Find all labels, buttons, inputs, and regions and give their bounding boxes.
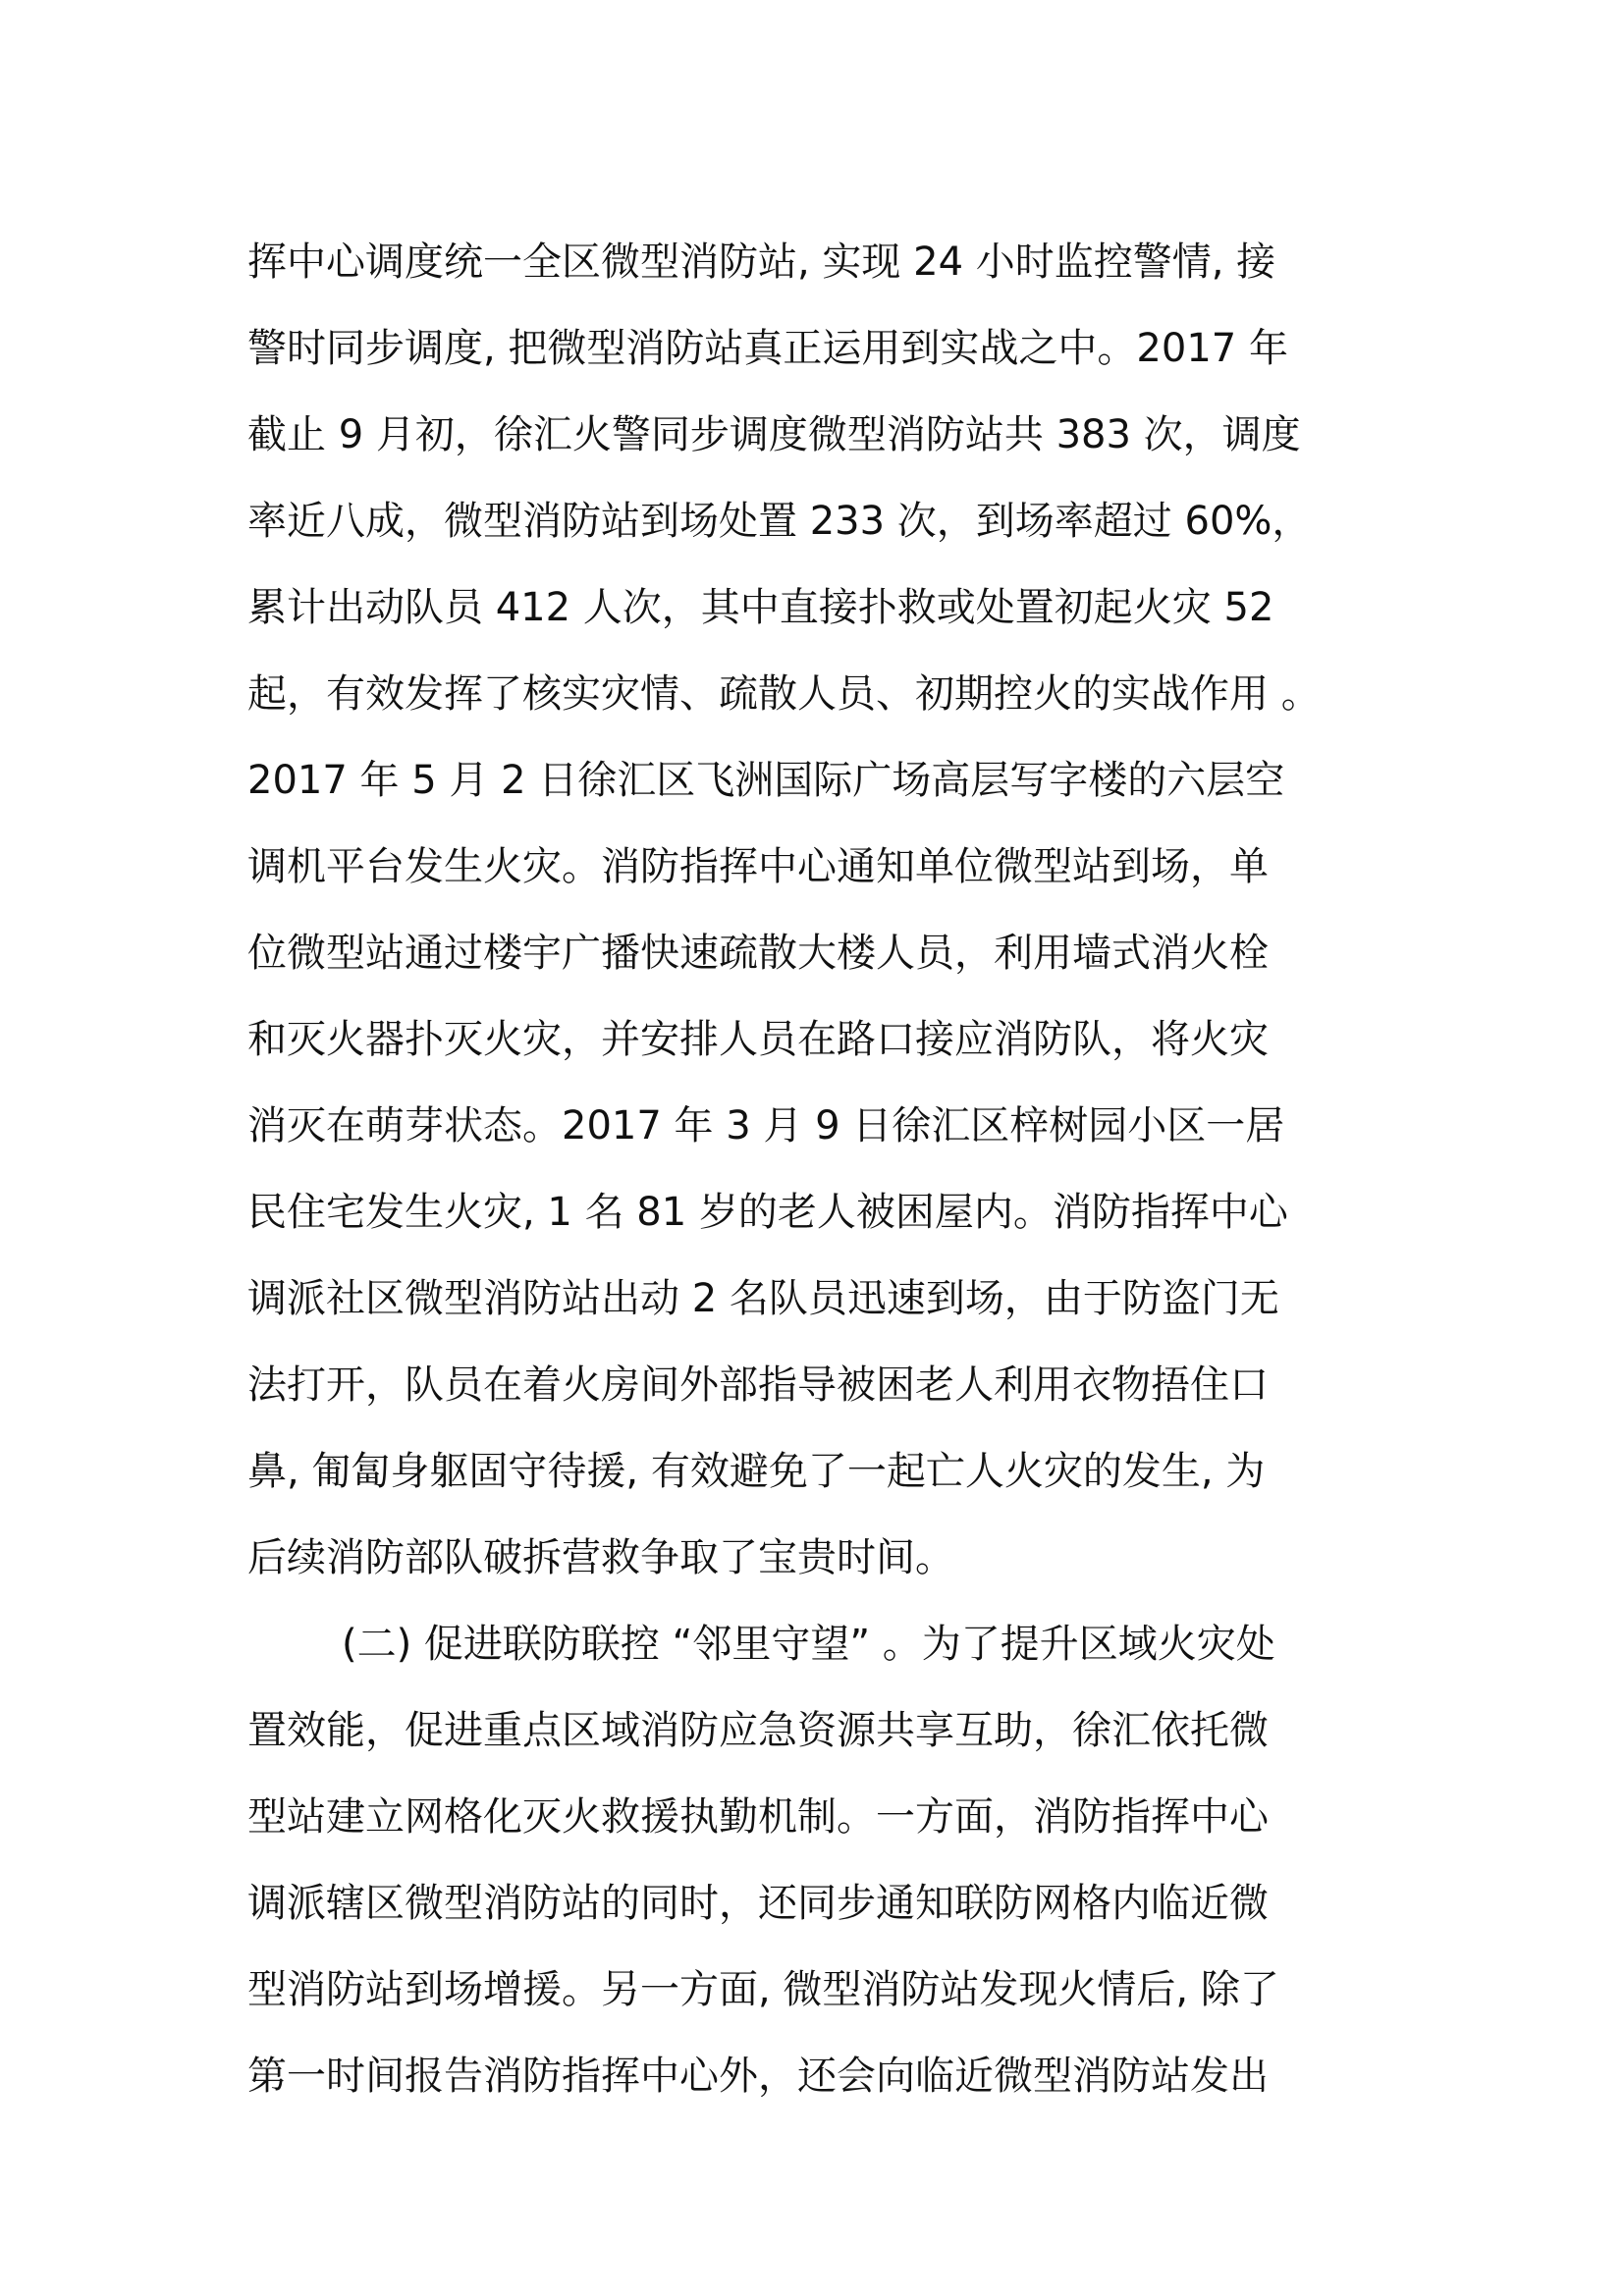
text-line: 调派辖区微型消防站的同时，还同步通知联防网格内临近微 — [247, 1881, 1269, 1926]
text-line: 挥中心调度统一全区微型消防站, 实现 24 小时监控警情, 接 — [247, 240, 1276, 285]
text-line: 型消防站到场增援。另一方面, 微型消防站发现火情后, 除了 — [247, 1967, 1279, 2012]
text-line: 率近八成，微型消防站到场处置 233 次，到场率超过 60%， — [247, 499, 1312, 544]
text-line: 消灭在萌芽状态。2017 年 3 月 9 日徐汇区梓树园小区一居 — [247, 1103, 1285, 1148]
text-line: 鼻, 匍匐身躯固守待援, 有效避免了一起亡人火灾的发生, 为 — [247, 1449, 1266, 1494]
text-line: 截止 9 月初，徐汇火警同步调度微型消防站共 383 次，调度 — [247, 412, 1301, 457]
text-line: 调机平台发生火灾。消防指挥中心通知单位微型站到场，单 — [247, 844, 1269, 889]
text-line: 2017 年 5 月 2 日徐汇区飞洲国际广场高层写字楼的六层空 — [247, 758, 1285, 803]
section-heading-line: (二) 促进联防联控 “邻里守望” 。为了提升区域火灾处 — [342, 1622, 1275, 1667]
text-line: 起，有效发挥了核实灾情、疏散人员、初期控火的实战作用 。 — [247, 671, 1321, 717]
text-line: 第一时间报告消防指挥中心外，还会向临近微型消防站发出 — [247, 2054, 1269, 2099]
text-line: 后续消防部队破拆营救争取了宝贵时间。 — [247, 1535, 954, 1580]
text-line: 型站建立网格化灭火救援执勤机制。一方面，消防指挥中心 — [247, 1794, 1269, 1840]
text-line: 法打开，队员在着火房间外部指导被困老人利用衣物捂住口 — [247, 1362, 1269, 1408]
text-line: 和灭火器扑灭火灾，并安排人员在路口接应消防队，将火灾 — [247, 1017, 1269, 1062]
text-line: 调派社区微型消防站出动 2 名队员迅速到场，由于防盗门无 — [247, 1276, 1279, 1321]
text-line: 警时同步调度, 把微型消防站真正运用到实战之中。2017 年 — [247, 326, 1288, 371]
text-line: 位微型站通过楼宇广播快速疏散大楼人员，利用墙式消火栓 — [247, 931, 1269, 976]
text-line: 民住宅发生火灾, 1 名 81 岁的老人被困屋内。消防指挥中心 — [247, 1190, 1288, 1235]
body-text — [247, 219, 1402, 2119]
text-line: 置效能，促进重点区域消防应急资源共享互助，徐汇依托微 — [247, 1708, 1269, 1753]
text-line: 累计出动队员 412 人次，其中直接扑救或处置初起火灾 52 — [247, 585, 1274, 630]
